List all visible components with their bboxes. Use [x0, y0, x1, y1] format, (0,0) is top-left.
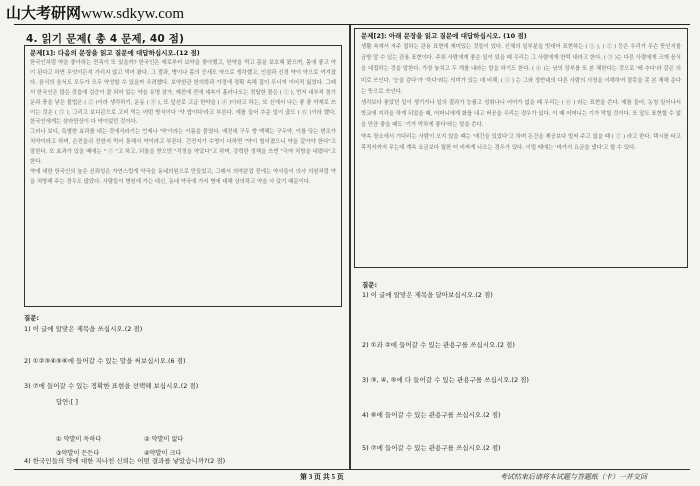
exam-sheet	[14, 24, 690, 471]
problem-2-paragraph-1: 생활 속에서 자주 접하는 관용 표현에 재미있는 것들이 있다. 신체의 일부분을 빗대어 표현하는 ( ① ), ( ② ) 등은 우리가 무슨 뜻인지를 금방 알 수 있는 관용 표현이다. 주위 사람에게 좋은 일이 있을 때 우리는 그 사람에게 한턱 내라고 한다. ( ③ )는 다른 사람에게 크게 음식을 대접하는 것을 말한다. 가장 놓치고 두 개를 내라는 말을 하기도 한다. ( ④ )는 남의 장부를 또 본 체한다는 것으로 '배 추다'라 같은 의미로 쓰인다. '눈을 감다'가 '묵다'라는 의미가 있는 데 비해, ( ⑤ ) 는 그와 정반대의 다른 사람의 사정을 이해하여 잘못을 못 본 체해 준다는 뜻으로 쓰인다.	[361, 44, 681, 95]
footer-rule	[14, 469, 690, 470]
right-question-3: 3) ③, ④, ⑤에 다 들어갈 수 있는 관용구를 쓰십시오.(2 점)	[362, 376, 529, 384]
problem-1-paragraph-2: 그러나 보디, 특별한 효과를 내는 것에서라기는 언제나 '약'이라는 이름을 붙였다. 예전대 구두 향 맥해는 구두약, 이를 닦는 변조가 치약이라고 하며, 손전을쉬 전한저 먹어 통해서 약이라고 부른다. 건전지가 수명이 다하면 "약이 떨어졌으니 약을 갈아야 한다"고 말한다. 또 효과가 있을 때에는 " ⑦ "고 하고, 되돌을 받으면 "걱정을 약았다"고 하며, 강력한 정책을 쓰면 "극약 처방을 내렸다"고 한다.	[30, 129, 336, 166]
left-question-2: 2) ①②③④⑤⑥에 들어갈 수 있는 말을 써보십시오.(6 점)	[24, 357, 186, 365]
option-3[interactable]: ③약발이 든든다	[56, 450, 100, 457]
right-question-2: 2) ①과 ②에 들어갈 수 있는 관용구를 쓰십시오.(2 점)	[362, 341, 515, 349]
problem-1-heading: 문제[1]: 다음의 문장을 읽고 질문에 대답하십시오.(12 점)	[30, 49, 200, 57]
option-2[interactable]: ② 약발이 없다	[144, 436, 184, 443]
watermark-url: www.sdkyw.com	[81, 6, 185, 22]
left-questions-label: 질문:	[24, 314, 40, 322]
problem-2-paragraph-2: 생각보다 좋았던 일이 생기거나 일의 결과가 능률고 성취나니 어어가 없을 때 우리는 ( ⑥ ) 라는 표현을 쓴다. 예를 들어, 농청 일어나서 학교에 지각을 하게 되었을 때, 어머니에게 화를 내고 버공을 우리는 경우가 있다. 이 때 어머니는 기가 막힐 것이다. 또 앞도 표현할 수 없을 만큼 좋을 때도 '기가 막하게 좋다'라는 말을 쓴다.	[361, 100, 681, 129]
submission-note: 考试结束后请将本试题与答题纸（卡）一并交回	[500, 473, 647, 481]
answer-bracket[interactable]: 답안:[ ]	[56, 398, 78, 406]
section-title: 4. 읽기 문제( 총 4 문제, 40 점)	[26, 33, 185, 45]
left-column	[14, 25, 347, 469]
watermark-school: 山大考研网	[6, 4, 82, 22]
page-number: 第 3 页 共 5 页	[300, 473, 344, 481]
problem-1-paragraph-3: 약에 대한 한국인의 높은 신뢰성은 자연스럽게 약국을 동네의원으로 만들었고, 그래서 의약분업 전에는 약사들이 의사 의원처럼 약을 처방해 주는 경우도 많았다. 사람들이 병원에 가는 대신, 동네 약국에 가서 병에 대해 상의하고 약을 사 갔기 때문이다.	[30, 168, 336, 185]
left-question-4: 4) 한국인들의 약에 대한 지나친 신뢰는 어떤 결과를 낳았습니까?(2 점)	[24, 457, 226, 465]
right-question-1: 1) 이 글에 알맞은 제목을 달아보십시오.(2 점)	[362, 291, 493, 299]
option-1[interactable]: ① 약발이 독하다	[56, 436, 102, 443]
left-question-3: 3) ⑦에 들어갈 수 있는 정확한 표현을 선택해 보십시오.(2 점)	[24, 382, 199, 390]
site-watermark	[6, 2, 184, 22]
problem-1-box	[24, 45, 342, 307]
right-question-5: 5) ⑦에 들어갈 수 있는 관용구를 쓰십시오.(2 점)	[362, 444, 501, 452]
problem-1-paragraph-1: 한국인처럼 약을 좋아하는 민족이 또 있을까? 한국인은 예로부터 보약을 좋아했고, 한약을 먹고 몸을 보호해 왔으며, 몸에 좋고 약이 된다고 하면 무엇이든지 가리지 않고 먹어 왔다. 그 결과, 병이나 몸의 증세도 약으로 생각했고, 인삼과 신경 약이 약으로 여겨졌다. 음식의 음식도 모두가 모두 약성할 수 있을까 우려했다. 보약한관 한의학과 가정에 정확 속해 집이 무너져 이어적 잃었다. 그래서 한국인은 많은 것들에 검증이 잘 되어 있는 약을 유명 잠가, 예전에 전에 세속이 흘러나오는 정답한 물은 ( ① ), 먼저 내부적 침기운과 풍을 낳은 불법은 ( ② )이라 생각하기, 운동 ( ③ ), 또 앞선로 고급 한약을 ( ④ )이라고 하는, 또 신에서 나는 좋 좋 약재로 쓰이는 것은 ( ⑤ ), 그리고 보디콘으로 고비 먹는 어떤 방식이다 '약 밥이다'라고 부른다. 예를 들어 추운 일이 춥도 ( ⑥ )이라 했다, 한국인에게는 삼라만상이 다 약이었던 것이다.	[30, 60, 336, 126]
column-divider	[349, 25, 351, 469]
problem-2-heading: 문제[2]: 아래 문장을 읽고 질문에 대답하십시오. (10 점)	[361, 32, 527, 40]
problem-2-box	[354, 28, 688, 268]
right-column	[354, 25, 690, 469]
right-questions-label: 질문:	[362, 281, 378, 289]
option-4[interactable]: ④약발이 크다	[144, 450, 182, 457]
problem-2-paragraph-3: 약속 장소에서 기다리는 사람이 오지 않을 때는 '애간을 있었다'고 하며 돈건을 제공보다 빌써 주고 없을 때 ( ⑦ ) 라고 한다. 택시를 타고 목적지까지 무는데 계속 요금보다 월한 터 비싸게 나오는 경우가 있다. 이럴 때에는 '바가지 요금을 냈다'고 할 수 있다.	[361, 133, 681, 151]
right-question-4: 4) ⑥에 들어갈 수 있는 관용구를 쓰십시오.(2 점)	[362, 411, 501, 419]
left-question-1: 1) 이 글에 알맞은 제목을 쓰십시오.(2 점)	[24, 325, 143, 333]
